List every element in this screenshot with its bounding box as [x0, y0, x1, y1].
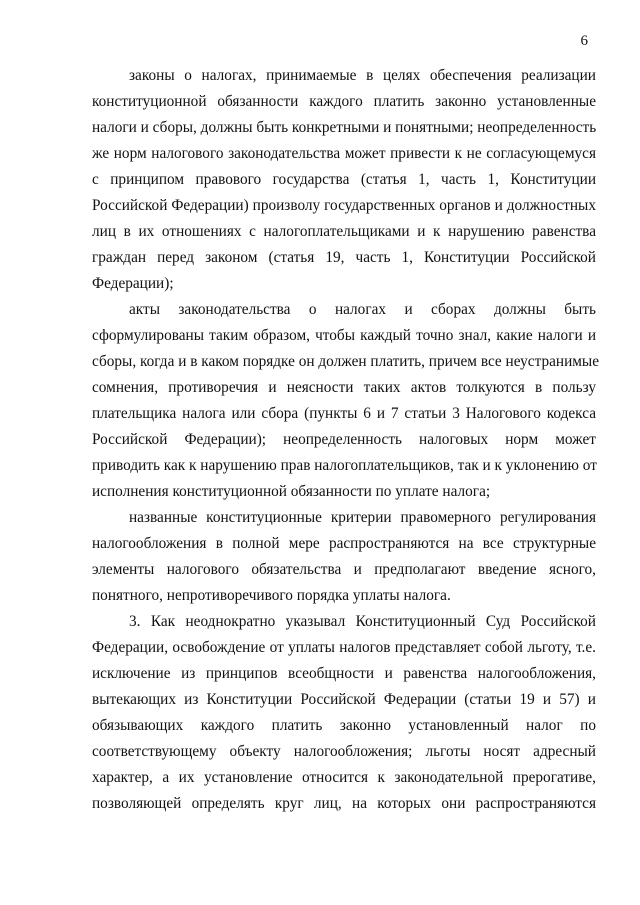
paragraph-4-line-1: 3. Как неоднократно указывал Конституционный Суд Российской [129, 613, 596, 630]
paragraph-2-line-8: исполнения конституционной обязанности по уплате налога; [92, 483, 491, 500]
paragraph-2-line-5: плательщика налога или сбора (пункты 6 и 7 статьи 3 Налогового кодекса [92, 405, 596, 422]
paragraph-4-line-8: позволяющей определять круг лиц, на которых они распространяются [92, 795, 596, 812]
document-body [92, 63, 599, 817]
paragraph-4-line-6: соответствующему объекту налогообложения; льготы носят адресный [92, 743, 596, 760]
paragraph-1-line-5: с принципом правового государства (статья 1, часть 1, Конституции [92, 171, 596, 188]
paragraph-1-line-1: законы о налогах, принимаемые в целях обеспечения реализации [129, 67, 596, 84]
paragraph-3-line-1: названные конституционные критерии правомерного регулирования [129, 509, 596, 526]
paragraph-4-line-2: Федерации, освобождение от уплаты налогов представляет собой льготу, т.е. [92, 639, 596, 656]
paragraph-2-line-2: сформулированы таким образом, чтобы каждый точно знал, какие налоги и [92, 327, 596, 344]
paragraph-1-line-7: лиц в их отношениях с налогоплательщиками и к нарушению равенства [92, 223, 596, 240]
paragraph-1-line-4: же норм налогового законодательства может привести к не согласующемуся [92, 145, 596, 162]
paragraph-4-line-5: обязывающих каждого платить законно установленный налог по [92, 717, 596, 734]
paragraph-2-line-4: сомнения, противоречия и неясности таких актов толкуются в пользу [92, 379, 596, 396]
paragraph-1-line-8: граждан перед законом (статья 19, часть 1, Конституции Российской [92, 249, 596, 266]
page-number: 6 [580, 33, 588, 49]
paragraph-4-line-7: характер, а их установление относится к законодательной прерогативе, [92, 769, 596, 786]
paragraph-3-line-4: понятного, непротиворечивого порядка уплаты налога. [92, 587, 451, 604]
paragraph-1-line-3: налоги и сборы, должны быть конкретными и понятными; неопределенность [92, 119, 597, 136]
paragraph-1-line-2: конституционной обязанности каждого платить законно установленные [92, 93, 596, 110]
paragraph-2-line-1: акты законодательства о налогах и сборах должны быть [129, 301, 596, 318]
paragraph-4-line-4: вытекающих из Конституции Российской Федерации (статьи 19 и 57) и [92, 691, 596, 708]
paragraph-3-line-2: налогообложения в полной мере распространяются на все структурные [92, 535, 596, 552]
paragraph-1-line-6: Российской Федерации) произволу государственных органов и должностных [92, 197, 596, 214]
paragraph-1-line-9: Федерации); [92, 275, 174, 292]
paragraph-3-line-3: элементы налогового обязательства и предполагают введение ясного, [92, 561, 596, 578]
paragraph-2-line-3: сборы, когда и в каком порядке он должен платить, причем все неустранимые [92, 353, 599, 370]
paragraph-2-line-7: приводить как к нарушению прав налогоплательщиков, так и к уклонению от [92, 457, 597, 474]
paragraph-4-line-3: исключение из принципов всеобщности и равенства налогообложения, [92, 665, 596, 682]
paragraph-2-line-6: Российской Федерации); неопределенность налоговых норм может [92, 431, 596, 448]
